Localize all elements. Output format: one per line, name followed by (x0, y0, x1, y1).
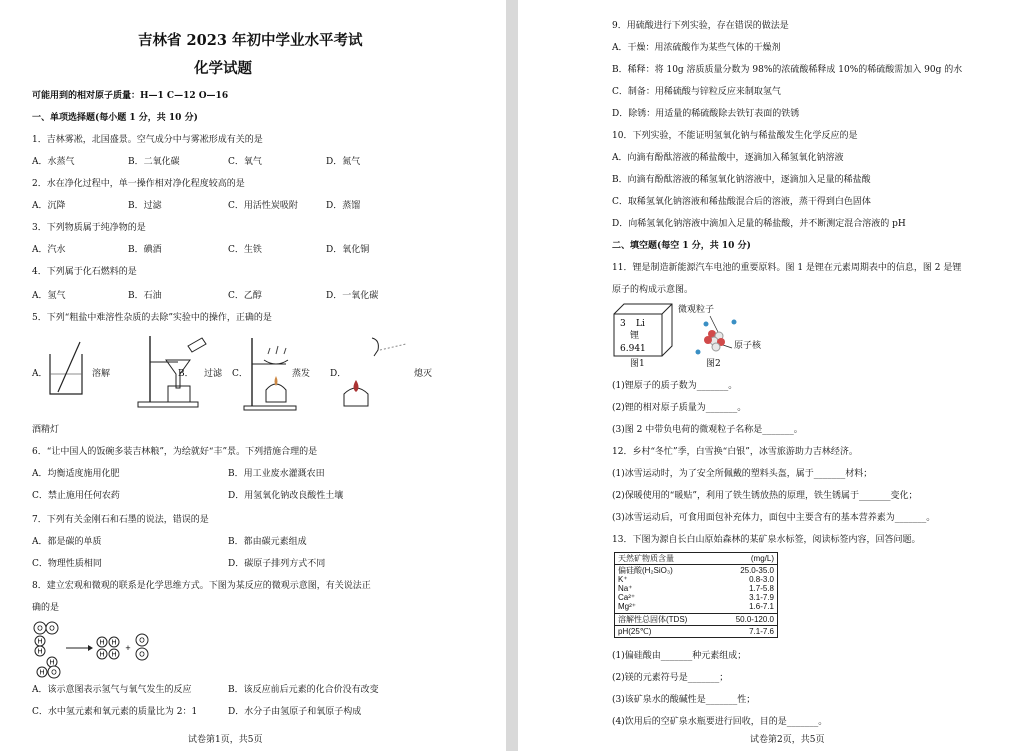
exam-title: 吉林省 2023 年初中学业水平考试 (138, 32, 363, 49)
table-row-name: Mg²⁺ (618, 602, 636, 611)
q9-option-d: D．除锈：用适量的稀硫酸除去铁钉表面的铁锈 (612, 109, 800, 119)
page-footer: 试卷第2页，共5页 (750, 735, 825, 745)
li-mass: 6.941 (620, 344, 646, 354)
atom-label: O (51, 669, 57, 677)
q6-option-a: A．均衡适度施用化肥 (32, 469, 120, 479)
q5-option-d-label: D． (330, 369, 347, 379)
q9-option-b: B．稀释：将 10g 溶质质量分数为 98%的浓硫酸稀释成 10%的稀硫酸需加入 90g 的水 (612, 65, 963, 75)
q5-option-c-label: C． (232, 369, 248, 379)
q10-option-c: C．取稀氢氧化钠溶液和稀盐酸混合后的溶液，蒸干得到白色固体 (612, 197, 871, 207)
question-4: 4．下列属于化石燃料的是 (32, 267, 137, 277)
q3-option-a: A．汽水 (32, 245, 66, 255)
atom-label: H (99, 651, 105, 659)
q2-option-c: C．用活性炭吸附 (228, 201, 298, 211)
reaction-micro-diagram (30, 620, 170, 680)
q7-option-a: A．都是碳的单质 (32, 537, 102, 547)
q1-option-b: B．二氧化碳 (128, 157, 180, 167)
q8-option-a: A．该示意图表示氢气与氧气发生的反应 (32, 685, 192, 695)
table-row-value: 0.8-3.0 (749, 575, 774, 584)
q4-option-a: A．氢气 (32, 291, 66, 301)
question-1: 1．吉林雾凇，北国盛景。空气成分中与雾凇形成有关的是 (32, 135, 263, 145)
atomic-mass-line: 可能用到的相对原子质量：H—1 C—12 O—16 (32, 91, 229, 101)
atom-label: H (37, 638, 43, 646)
q8-option-b: B．该反应前后元素的化合价没有改变 (228, 685, 379, 695)
q10-option-a: A．向滴有酚酞溶液的稀盐酸中，逐滴加入稀氢氧化钠溶液 (612, 153, 844, 163)
table-row-name: Na⁺ (618, 584, 633, 593)
q5-option-b-label: B． (178, 369, 194, 379)
q13-part-1: (1)偏硅酸由_______种元素组成； (612, 651, 747, 661)
q12-part-3: (3)冰雪运动后，可食用面包补充体力，面包中主要含有的基本营养素为_______。 (612, 513, 936, 523)
q8-option-d: D．水分子由氢原子和氧原子构成 (228, 707, 362, 717)
lithium-element-cell (614, 304, 674, 358)
q8-option-c: C．水中氢元素和氧元素的质量比为 2：1 (32, 707, 198, 717)
q13-part-3: (3)该矿泉水的酸碱性是_______性； (612, 695, 756, 705)
table-row-value: 1.7-5.8 (749, 584, 774, 593)
q2-option-b: B．过滤 (128, 201, 162, 211)
exam-page-2 (518, 0, 1024, 751)
q6-option-d: D．用氢氧化钠改良酸性土壤 (228, 491, 344, 501)
q11-part-1: (1)锂原子的质子数为_______。 (612, 381, 738, 391)
question-11: 11．锂是制造新能源汽车电池的重要原料。图 1 是锂在元素周期表中的信息，图 2 是锂 (612, 263, 962, 273)
question-2: 2．水在净化过程中，单一操作相对净化程度较高的是 (32, 179, 245, 189)
table-row-name: Ca²⁺ (618, 593, 636, 602)
atom-label: O (139, 651, 145, 659)
exam-subtitle: 化学试题 (194, 60, 252, 77)
q7-option-b: B．都由碳元素组成 (228, 537, 307, 547)
table-row-value: 1.6-7.1 (749, 602, 774, 611)
atom-label: O (49, 625, 55, 633)
table-row-value: 25.0-35.0 (740, 566, 774, 575)
q13-part-4: (4)饮用后的空矿泉水瓶要进行回收，目的是_______。 (612, 717, 828, 727)
atom-label: H (49, 659, 55, 667)
q7-option-d: D．碳原子排列方式不同 (228, 559, 326, 569)
q4-option-b: B．石油 (128, 291, 162, 301)
q11-part-2: (2)锂的相对原子质量为_______。 (612, 403, 747, 413)
q5-option-a-text: 溶解 (92, 369, 111, 379)
table-row-name: 溶解性总固体(TDS) (618, 615, 688, 624)
atom-label: H (111, 651, 117, 659)
q5-option-d-continuation: 酒精灯 (32, 425, 60, 435)
q3-option-d: D．氧化铜 (326, 245, 370, 255)
q12-part-1: (1)冰雪运动时，为了安全所佩戴的塑料头盔，属于_______材料； (612, 469, 873, 479)
q5-option-d-text: 熄灭 (414, 369, 433, 379)
filtration-apparatus-icon (132, 332, 212, 410)
q1-option-a: A．水蒸气 (32, 157, 75, 167)
page-footer: 试卷第1页，共5页 (188, 735, 263, 745)
q3-option-b: B．碘酒 (128, 245, 162, 255)
atom-label: H (37, 648, 43, 656)
q9-option-c: C．制备：用稀硫酸与锌粒反应来制取氢气 (612, 87, 781, 97)
question-6: 6．“让中国人的饭碗多装吉林粮”，为绘就好“丰”景。下列措施合理的是 (32, 447, 318, 457)
question-8: 8．建立宏观和微观的联系是化学思维方式。下图为某反应的微观示意图，有关说法正 (32, 581, 371, 591)
q11-part-3: (3)图 2 中带负电荷的微观粒子名称是_______。 (612, 425, 803, 435)
q2-option-a: A．沉降 (32, 201, 66, 211)
q4-option-c: C．乙醇 (228, 291, 262, 301)
li-name: 锂 (630, 331, 640, 341)
q1-option-d: D．氮气 (326, 157, 361, 167)
q2-option-d: D．蒸馏 (326, 201, 361, 211)
figure-2-caption: 图2 (706, 359, 721, 369)
table-header-right: (mg/L) (750, 554, 774, 563)
figure-1-caption: 图1 (630, 359, 645, 369)
atom-label: O (37, 625, 43, 633)
blowing-out-lamp-icon (336, 336, 408, 410)
question-12: 12．乡村“冬忙”季，白雪换“白银”，冰雪旅游助力吉林经济。 (612, 447, 858, 457)
table-row-value: 50.0-120.0 (735, 615, 774, 624)
exam-page-1 (0, 0, 506, 751)
q5-option-a-label: A． (32, 369, 48, 379)
table-row-name: 偏硅酸(H₂SiO₃) (618, 566, 673, 575)
li-atomic-number: 3 (620, 319, 626, 329)
micro-particle-label: 微观粒子 (678, 305, 715, 315)
plus-sign: + (125, 643, 131, 653)
q13-part-2: (2)镁的元素符号是_______； (612, 673, 729, 683)
table-row-name: K⁺ (618, 575, 628, 584)
question-11-continuation: 原子的构成示意图。 (612, 285, 694, 295)
q5-option-c-text: 蒸发 (292, 369, 311, 379)
section-2-heading: 二、填空题(每空 1 分，共 10 分) (612, 241, 751, 251)
question-10: 10．下列实验，不能证明氢氧化钠与稀盐酸发生化学反应的是 (612, 131, 858, 141)
q6-option-c: C．禁止施用任何农药 (32, 491, 120, 501)
nucleus-label: 原子核 (734, 341, 762, 351)
atom-label: H (111, 639, 117, 647)
q10-option-b: B．向滴有酚酞溶液的稀氢氧化钠溶液中，逐滴加入足量的稀盐酸 (612, 175, 871, 185)
q4-option-d: D．一氧化碳 (326, 291, 379, 301)
table-row-value: 7.1-7.6 (749, 627, 774, 636)
q9-option-a: A．干燥：用浓硫酸作为某些气体的干燥剂 (612, 43, 781, 53)
question-7: 7．下列有关金刚石和石墨的说法，错误的是 (32, 515, 209, 525)
question-9: 9．用硫酸进行下列实验，存在错误的做法是 (612, 21, 789, 31)
table-row-value: 3.1-7.9 (749, 593, 774, 602)
q7-option-c: C．物理性质相同 (32, 559, 102, 569)
q3-option-c: C．生铁 (228, 245, 262, 255)
beaker-stirring-icon (44, 340, 92, 398)
table-row-name: pH(25℃) (618, 627, 652, 636)
question-13: 13．下图为源自长白山原始森林的某矿泉水标签，阅读标签内容，回答问题。 (612, 535, 921, 545)
page-gap (506, 0, 518, 751)
atom-label: H (39, 669, 45, 677)
atom-structure-icon (688, 314, 748, 362)
q6-option-b: B．用工业废水灌溉农田 (228, 469, 325, 479)
q10-option-d: D．向稀氢氧化钠溶液中滴加入足量的稀盐酸，并不断测定混合溶液的 pH (612, 219, 906, 229)
atom-label: H (99, 639, 105, 647)
section-1-heading: 一、单项选择题(每小题 1 分，共 10 分) (32, 113, 198, 123)
q1-option-c: C．氧气 (228, 157, 262, 167)
question-3: 3．下列物质属于纯净物的是 (32, 223, 146, 233)
li-symbol: Li (636, 319, 645, 329)
question-8-continuation: 确的是 (32, 603, 60, 613)
table-header-left: 天然矿物质含量 (618, 554, 674, 563)
mineral-water-label-table (614, 552, 778, 638)
q12-part-2: (2)保暖使用的“暖贴”，利用了铁生锈放热的原理，铁生锈属于_______变化； (612, 491, 918, 501)
question-5: 5．下列“粗盐中难溶性杂质的去除”实验中的操作，正确的是 (32, 313, 272, 323)
atom-label: O (139, 637, 145, 645)
q5-option-b-text: 过滤 (204, 369, 223, 379)
